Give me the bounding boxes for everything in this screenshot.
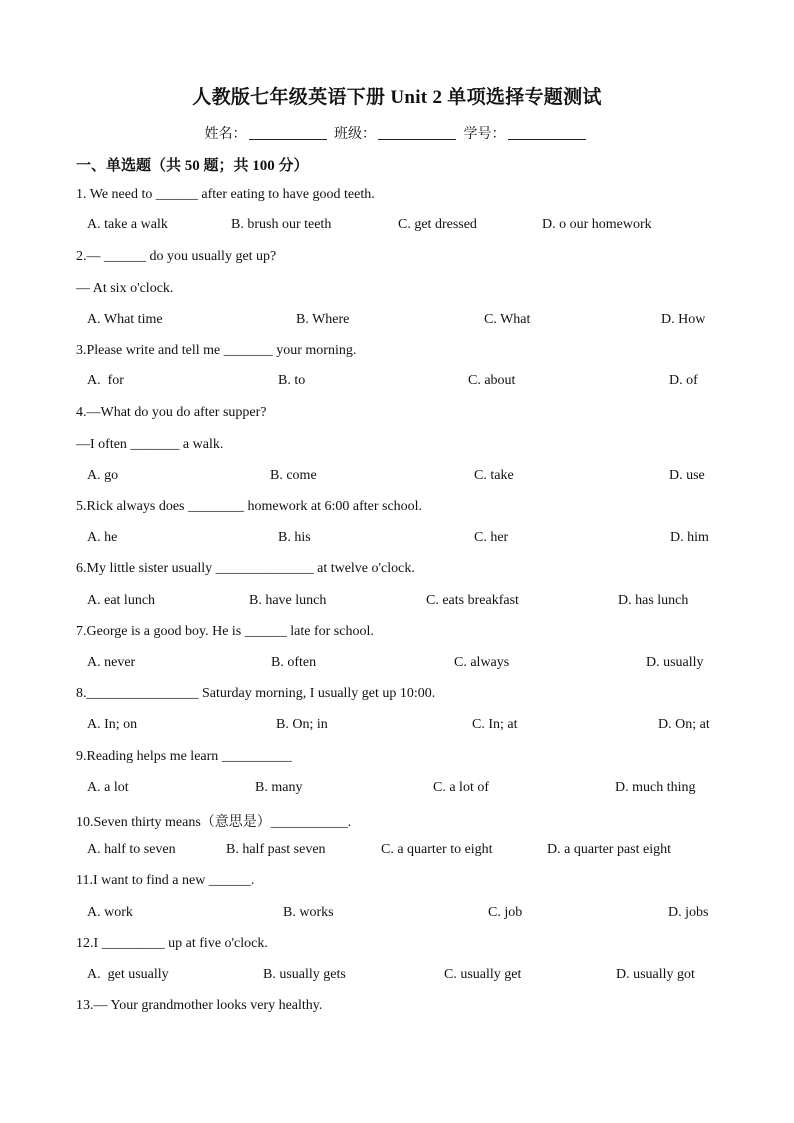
- question-10-option-d[interactable]: D. a quarter past eight: [547, 842, 672, 857]
- question-12-options: [87, 967, 727, 987]
- name-label: 姓名：: [204, 127, 247, 142]
- question-7-option-b[interactable]: B. often: [271, 655, 317, 670]
- question-3-options: [87, 373, 727, 393]
- question-7-option-d[interactable]: D. usually: [646, 655, 704, 670]
- number-blank[interactable]: [508, 125, 586, 140]
- question-6-text: 6.My little sister usually ______________ at twelve o'clock.: [76, 561, 415, 576]
- question-2-option-a[interactable]: A. What time: [87, 312, 163, 327]
- question-5-option-b[interactable]: B. his: [278, 530, 311, 545]
- question-4-options: [87, 468, 727, 488]
- question-12-option-b[interactable]: B. usually gets: [263, 967, 346, 982]
- section-heading: 一、单选题（共 50 题；共 100 分）: [76, 158, 309, 174]
- question-1-option-b[interactable]: B. brush our teeth: [231, 217, 332, 232]
- question-5-text: 5.Rick always does ________ homework at 6:00 after school.: [76, 499, 423, 514]
- question-10-option-c[interactable]: C. a quarter to eight: [381, 842, 493, 857]
- question-11-option-d[interactable]: D. jobs: [668, 905, 709, 920]
- question-13-text: 13.— Your grandmother looks very healthy.: [76, 998, 323, 1013]
- question-8-option-c[interactable]: C. In; at: [472, 717, 518, 732]
- page-title: 人教版七年级英语下册 Unit 2 单项选择专题测试: [192, 87, 602, 108]
- question-11-text: 11.I want to find a new ______.: [76, 873, 255, 888]
- question-11-option-b[interactable]: B. works: [283, 905, 334, 920]
- question-5-option-d[interactable]: D. him: [670, 530, 709, 545]
- question-10-option-a[interactable]: A. half to seven: [87, 842, 176, 857]
- class-label: 班级：: [334, 127, 376, 142]
- question-1-text: 1. We need to ______ after eating to have good teeth.: [76, 187, 375, 202]
- question-2-option-c[interactable]: C. What: [484, 312, 531, 327]
- question-2-option-d[interactable]: D. How: [661, 312, 706, 327]
- question-4-option-a[interactable]: A. go: [87, 468, 119, 483]
- question-7-option-a[interactable]: A. never: [87, 655, 136, 670]
- question-3-text: 3.Please write and tell me _______ your morning.: [76, 343, 357, 358]
- question-6-option-c[interactable]: C. eats breakfast: [426, 593, 519, 608]
- question-4-option-b[interactable]: B. come: [270, 468, 317, 483]
- question-9-option-a[interactable]: A. a lot: [87, 780, 129, 795]
- question-12-text: 12.I _________ up at five o'clock.: [76, 936, 268, 951]
- question-8-options: [87, 717, 727, 737]
- question-5-options: [87, 530, 727, 550]
- question-2-text: 2.— ______ do you usually get up?: [76, 249, 277, 264]
- question-5-option-c[interactable]: C. her: [474, 530, 509, 545]
- question-8-text: 8.________________ Saturday morning, I usually get up 10:00.: [76, 686, 436, 701]
- question-7-option-c[interactable]: C. always: [454, 655, 510, 670]
- question-3-option-c[interactable]: C. about: [468, 373, 516, 388]
- question-6-option-b[interactable]: B. have lunch: [249, 593, 327, 608]
- question-11-option-c[interactable]: C. job: [488, 905, 523, 920]
- question-4-option-d[interactable]: D. use: [669, 468, 705, 483]
- question-9-text: 9.Reading helps me learn __________: [76, 749, 292, 764]
- question-9-option-c[interactable]: C. a lot of: [433, 780, 489, 795]
- question-8-option-a[interactable]: A. In; on: [87, 717, 138, 732]
- question-3-option-a[interactable]: A. for: [87, 373, 124, 388]
- question-1-option-a[interactable]: A. take a walk: [87, 217, 168, 232]
- question-4-text: 4.—What do you do after supper?: [76, 405, 267, 420]
- question-12-option-d[interactable]: D. usually got: [616, 967, 695, 982]
- question-6-option-a[interactable]: A. eat lunch: [87, 593, 156, 608]
- question-10-options: [87, 842, 727, 862]
- number-label: 学号：: [463, 127, 506, 142]
- question-12-option-c[interactable]: C. usually get: [444, 967, 522, 982]
- question-8-option-b[interactable]: B. On; in: [276, 717, 328, 732]
- question-5-option-a[interactable]: A. he: [87, 530, 118, 545]
- question-7-options: [87, 655, 727, 675]
- question-11-option-a[interactable]: A. work: [87, 905, 133, 920]
- question-4-option-c[interactable]: C. take: [474, 468, 514, 483]
- student-info-fields: [0, 123, 794, 143]
- name-blank[interactable]: [249, 125, 327, 140]
- question-11-options: [87, 905, 727, 925]
- question-10-text: 10.Seven thirty means（意思是）___________.: [76, 815, 352, 830]
- question-10-option-b[interactable]: B. half past seven: [226, 842, 326, 857]
- question-2-text-2: — At six o'clock.: [76, 281, 174, 296]
- class-blank[interactable]: [378, 125, 456, 140]
- question-6-options: [87, 593, 727, 613]
- question-6-option-d[interactable]: D. has lunch: [618, 593, 689, 608]
- question-1-option-d[interactable]: D. o our homework: [542, 217, 652, 232]
- question-8-option-d[interactable]: D. On; at: [658, 717, 710, 732]
- question-12-option-a[interactable]: A. get usually: [87, 967, 169, 982]
- question-2-options: [87, 312, 727, 332]
- question-3-option-b[interactable]: B. to: [278, 373, 306, 388]
- question-9-option-d[interactable]: D. much thing: [615, 780, 696, 795]
- question-1-options: [87, 217, 727, 237]
- question-4-text-2: —I often _______ a walk.: [76, 437, 224, 452]
- question-7-text: 7.George is a good boy. He is ______ late for school.: [76, 624, 374, 639]
- question-3-option-d[interactable]: D. of: [669, 373, 698, 388]
- question-9-options: [87, 780, 727, 800]
- question-2-option-b[interactable]: B. Where: [296, 312, 350, 327]
- question-9-option-b[interactable]: B. many: [255, 780, 303, 795]
- question-1-option-c[interactable]: C. get dressed: [398, 217, 477, 232]
